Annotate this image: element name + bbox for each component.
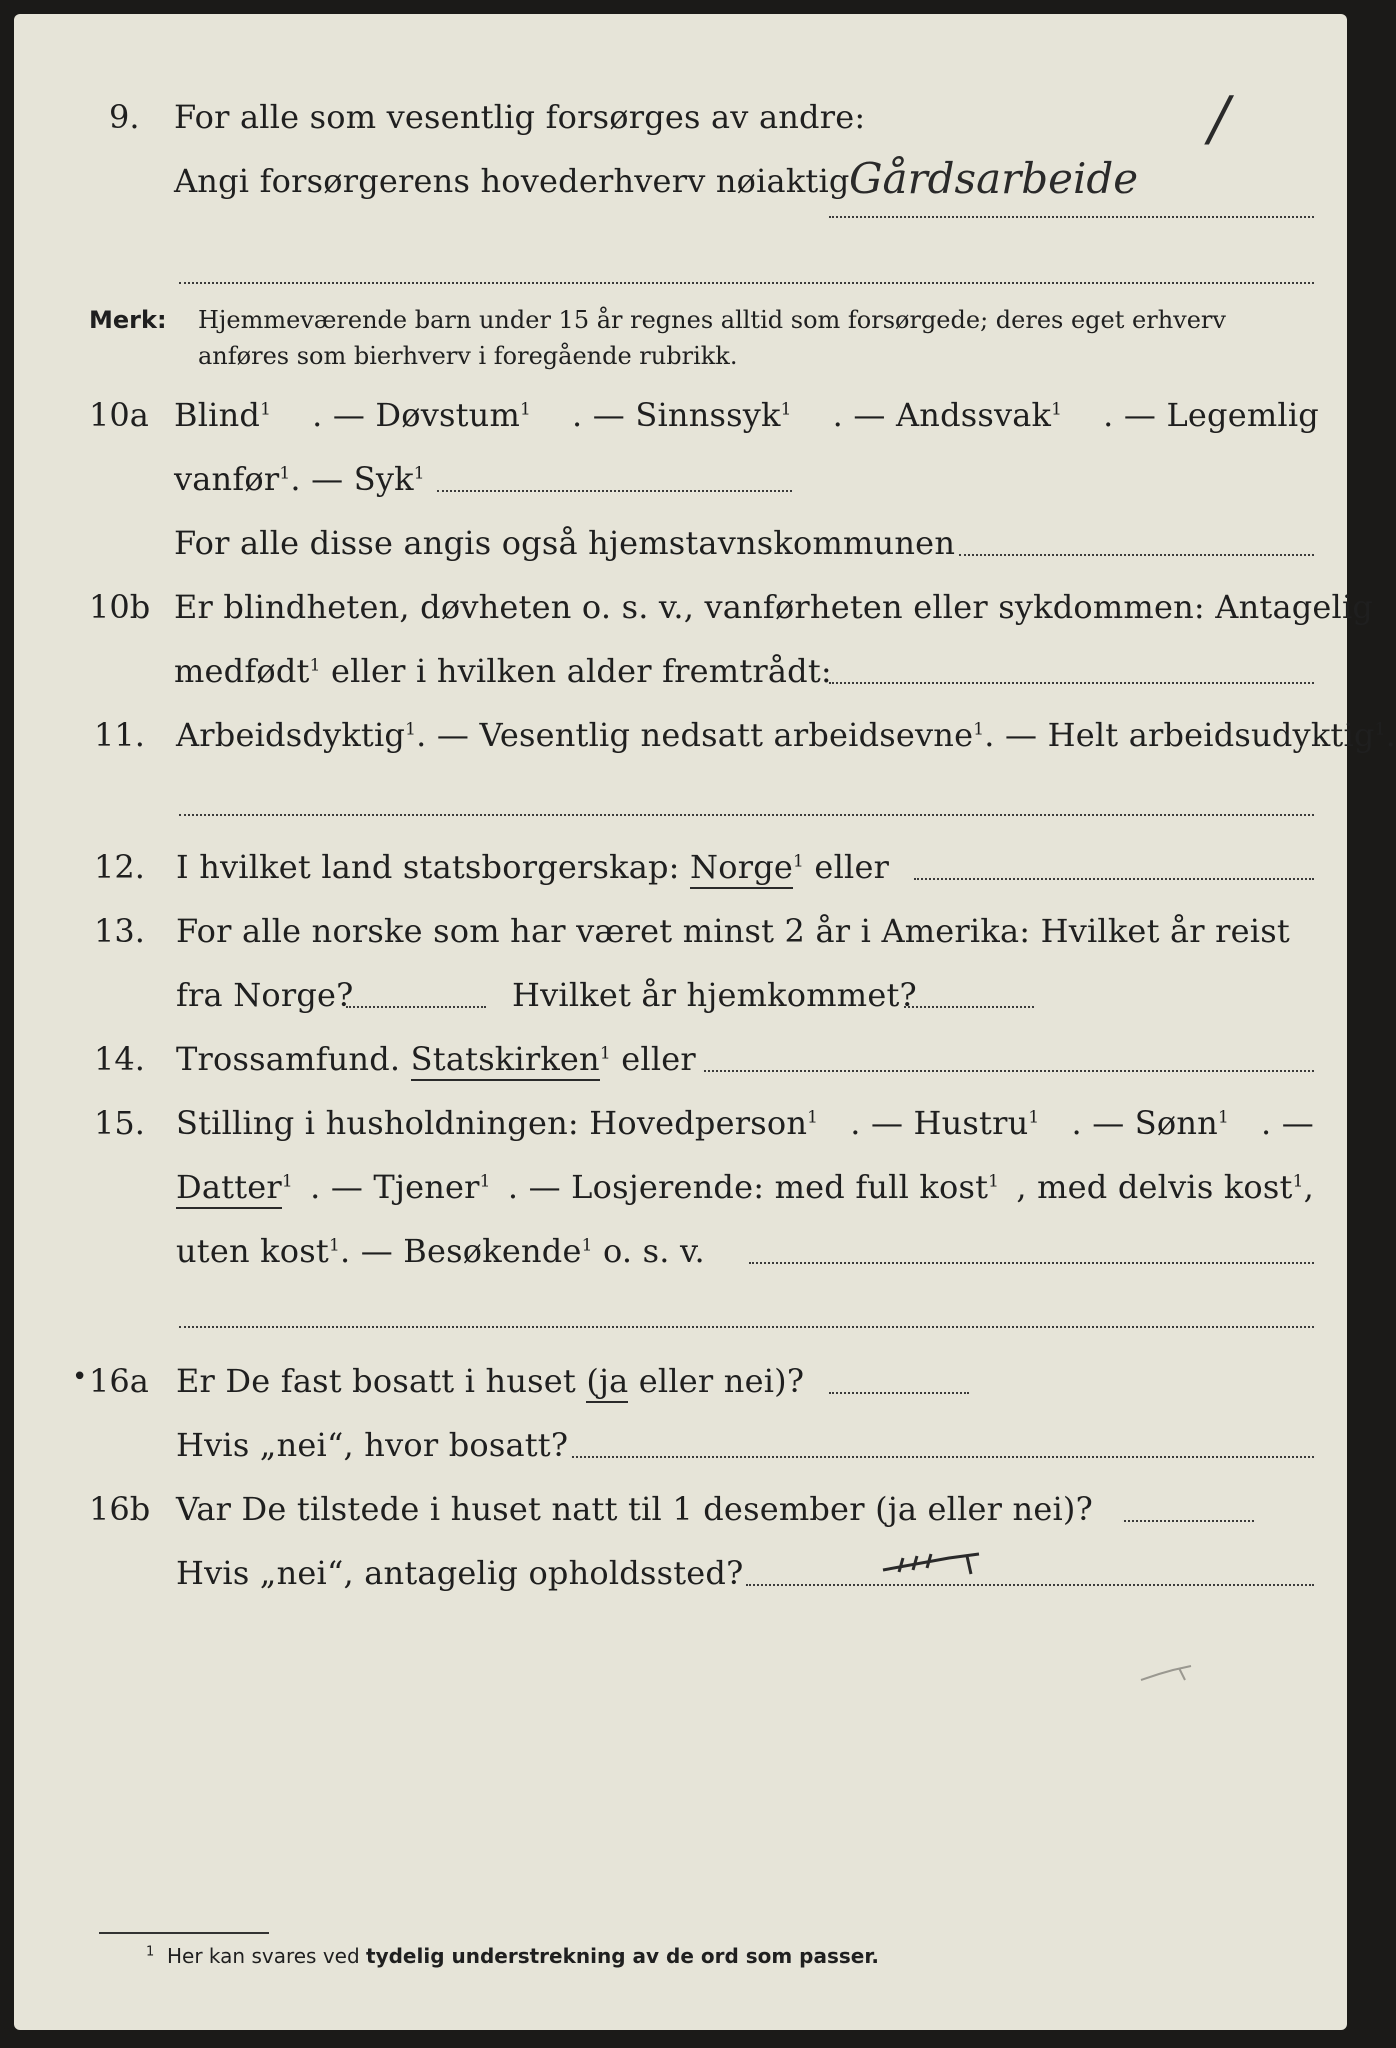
q9-line2: Angi forsørgerens hovederhverv nøiaktig [174,162,850,200]
q10a-hjemstavn-line [959,554,1314,556]
q15-number: 15. [94,1104,145,1142]
q15-line2: Datter$^1$ . — Tjener$^1$ . — Losjerende: med full kost$^1$ , med delvis kost$^1$, [176,1168,1314,1206]
q11-number: 11. [94,716,145,754]
q12-line: I hvilket land statsborgerskap: Norge$^1$ eller [176,848,889,886]
q16b-answer-line [1124,1520,1254,1522]
q16a-bosatt-line [572,1456,1314,1458]
q12-number: 12. [94,848,145,886]
q9-check-mark: / [1209,84,1230,154]
q13-line2b: Hvilket år hjemkommet? [512,976,917,1014]
q16a-line2: Hvis „nei“, hvor bosatt? [176,1426,569,1464]
q14-answer-line [704,1070,1314,1072]
footnote: $^1$ Her kan svares ved tydelig understrekning av de ord som passer. [146,1944,879,1968]
q9-number: 9. [109,98,140,136]
q16b-line2: Hvis „nei“, antagelig opholdssted? [176,1554,744,1592]
q16b-opholdssted-line [746,1584,1314,1586]
q10b-line1: Er blindheten, døvheten o. s. v., vanførheten eller sykdommen: Antagelig [174,588,1374,626]
q15-line1: Stilling i husholdningen: Hovedperson$^1$ . — Hustru$^1$ . — Sønn$^1$ . — [176,1104,1314,1142]
q16a-answer-line [829,1392,969,1394]
q10a-line3: For alle disse angis også hjemstavnskommunen [174,524,956,562]
q9-handwritten-answer: Gårdsarbeide [849,154,1139,203]
q10b-line2: medfødt$^1$ eller i hvilken alder fremtrådt: [174,652,832,690]
q10a-line2: vanfør$^1$. — Syk$^1$ [174,460,425,498]
q15-underlined-answer: Datter [176,1168,282,1209]
q14-line: Trossamfund. Statskirken$^1$ eller [176,1040,696,1078]
merk-line2: anføres som bierhverv i foregående rubrikk. [198,342,738,370]
q10a-line1: Blind$^1$ . — Døvstum$^1$ . — Sinnssyk$^1$ . — Andssvak$^1$ . — Legemlig [174,396,1319,434]
q12-answer-line [914,878,1314,880]
census-form-page [14,14,1396,2030]
q16b-number: 16b [89,1490,151,1528]
q16a-bullet: • [72,1362,88,1392]
footnote-rule [99,1932,269,1934]
q10b-answer-line [829,682,1314,684]
handwritten-scribble-mark [879,1544,989,1580]
q13-line1: For alle norske som har været minst 2 år i Amerika: Hvilket år reist [176,912,1290,950]
merk-line1: Hjemmeværende barn under 15 år regnes alltid som forsørgede; deres eget erhverv [198,306,1226,334]
q14-number: 14. [94,1040,145,1078]
q9-line1: For alle som vesentlig forsørges av andre: [174,98,866,136]
q16a-line1: Er De fast bosatt i huset (ja eller nei)? [176,1362,804,1400]
q10b-number: 10b [89,588,151,626]
q15-line3: uten kost$^1$. — Besøkende$^1$ o. s. v. [176,1232,705,1270]
q16a-number: 16a [89,1362,149,1400]
q14-underlined-answer: Statskirken [411,1040,600,1081]
q13-hjemkommet-line [904,1006,1034,1008]
q13-reist-line [346,1006,486,1008]
q15-extra-line [179,1326,1314,1328]
q10a-syk-line [437,490,792,492]
q9-answer-line [829,216,1314,218]
q11-answer-line [179,814,1314,816]
faint-pencil-mark [1139,1662,1199,1686]
q15-answer-line [749,1262,1314,1264]
q9-extra-line [179,282,1314,284]
q13-line2a: fra Norge? [176,976,354,1014]
q12-underlined-answer: Norge [690,848,793,889]
merk-label: Merk: [89,306,167,334]
q13-number: 13. [94,912,145,950]
q11-line: Arbeidsdyktig$^1$. — Vesentlig nedsatt arbeidsevne$^1$. — Helt arbeidsudyktig$^1$. [176,716,1396,754]
q10a-number: 10a [89,396,149,434]
q16b-line1: Var De tilstede i huset natt til 1 desember (ja eller nei)? [176,1490,1093,1528]
q16a-underlined-answer: (ja [586,1362,628,1403]
